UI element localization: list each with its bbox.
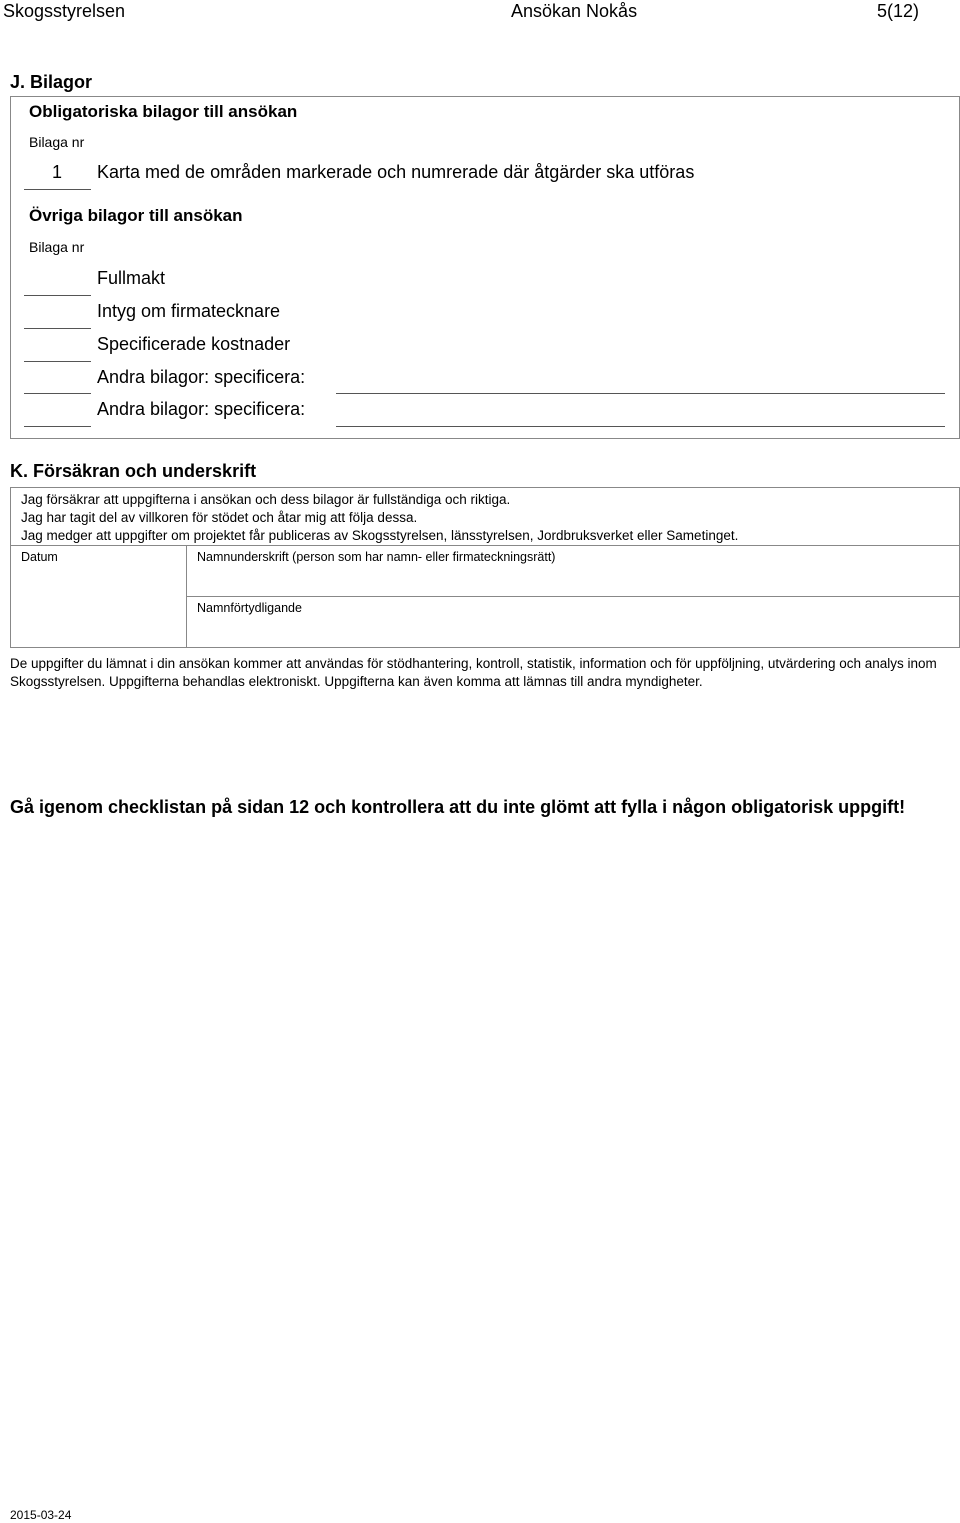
section-j-title: J. Bilagor [10, 72, 93, 92]
attachment-signatory-certificate-label: Intyg om firmatecknare [97, 301, 281, 321]
data-processing-info: De uppgifter du lämnat i din ansökan kommer att användas för stödhantering, kontroll, statistik, information och för uppföljning, utvärdering och analys inom Skogsstyrelsen. Uppgifterna behandlas elektroniskt. Uppgifterna kan även komma att lämnas till andra myndigheter. [10, 656, 937, 689]
attachment-power-of-attorney-label: Fullmakt [97, 268, 166, 288]
name-clarification-field[interactable] [186, 596, 960, 648]
header-document-title: Ansökan Nokås [511, 1, 638, 21]
attachment-other-1-number-field[interactable] [24, 393, 91, 394]
declaration-statement-2: Jag har tagit del av villkoren för stödet och åtar mig att följa dessa. [21, 510, 418, 525]
mandatory-attachment-number-label: Bilaga nr [29, 134, 85, 150]
attachment-specified-costs-number-field[interactable] [24, 361, 91, 362]
other-attachments-title: Övriga bilagor till ansökan [29, 206, 243, 225]
attachment-signatory-certificate-number-field[interactable] [24, 328, 91, 329]
declaration-statement-1: Jag försäkrar att uppgifterna i ansökan och dess bilagor är fullständiga och riktiga. [21, 492, 511, 507]
mandatory-attachment-label: Karta med de områden markerade och numrerade där åtgärder ska utföras [97, 162, 695, 182]
date-field[interactable] [10, 545, 187, 648]
date-label: Datum [21, 550, 58, 564]
attachment-other-2-number-field[interactable] [24, 426, 91, 427]
header-org: Skogsstyrelsen [3, 1, 126, 21]
attachment-other-1-specify-field[interactable] [336, 393, 945, 394]
declaration-statement-3: Jag medger att uppgifter om projektet får publiceras av Skogsstyrelsen, länsstyrelsen, Jordbruksverket eller Sametinget. [21, 528, 739, 543]
signature-label: Namnunderskrift (person som har namn- eller firmateckningsrätt) [197, 550, 556, 564]
attachment-other-1-label: Andra bilagor: specificera: [97, 367, 306, 387]
mandatory-attachments-title: Obligatoriska bilagor till ansökan [29, 102, 298, 121]
footer-date: 2015-03-24 [10, 1508, 72, 1522]
attachment-specified-costs-label: Specificerade kostnader [97, 334, 291, 354]
attachment-other-2-specify-field[interactable] [336, 426, 945, 427]
signature-field[interactable] [186, 545, 960, 597]
section-k-title: K. Försäkran och underskrift [10, 461, 257, 481]
checklist-reminder: Gå igenom checklistan på sidan 12 och kontrollera att du inte glömt att fylla i någon obligatorisk uppgift! [10, 797, 906, 817]
other-attachment-number-label: Bilaga nr [29, 239, 85, 255]
attachment-power-of-attorney-number-field[interactable] [24, 295, 91, 296]
attachment-other-2-label: Andra bilagor: specificera: [97, 399, 306, 419]
mandatory-attachment-number-field[interactable] [24, 189, 91, 190]
header-page-number: 5(12) [877, 1, 920, 21]
name-clarification-label: Namnförtydligande [197, 601, 302, 615]
mandatory-attachment-number: 1 [52, 162, 63, 182]
